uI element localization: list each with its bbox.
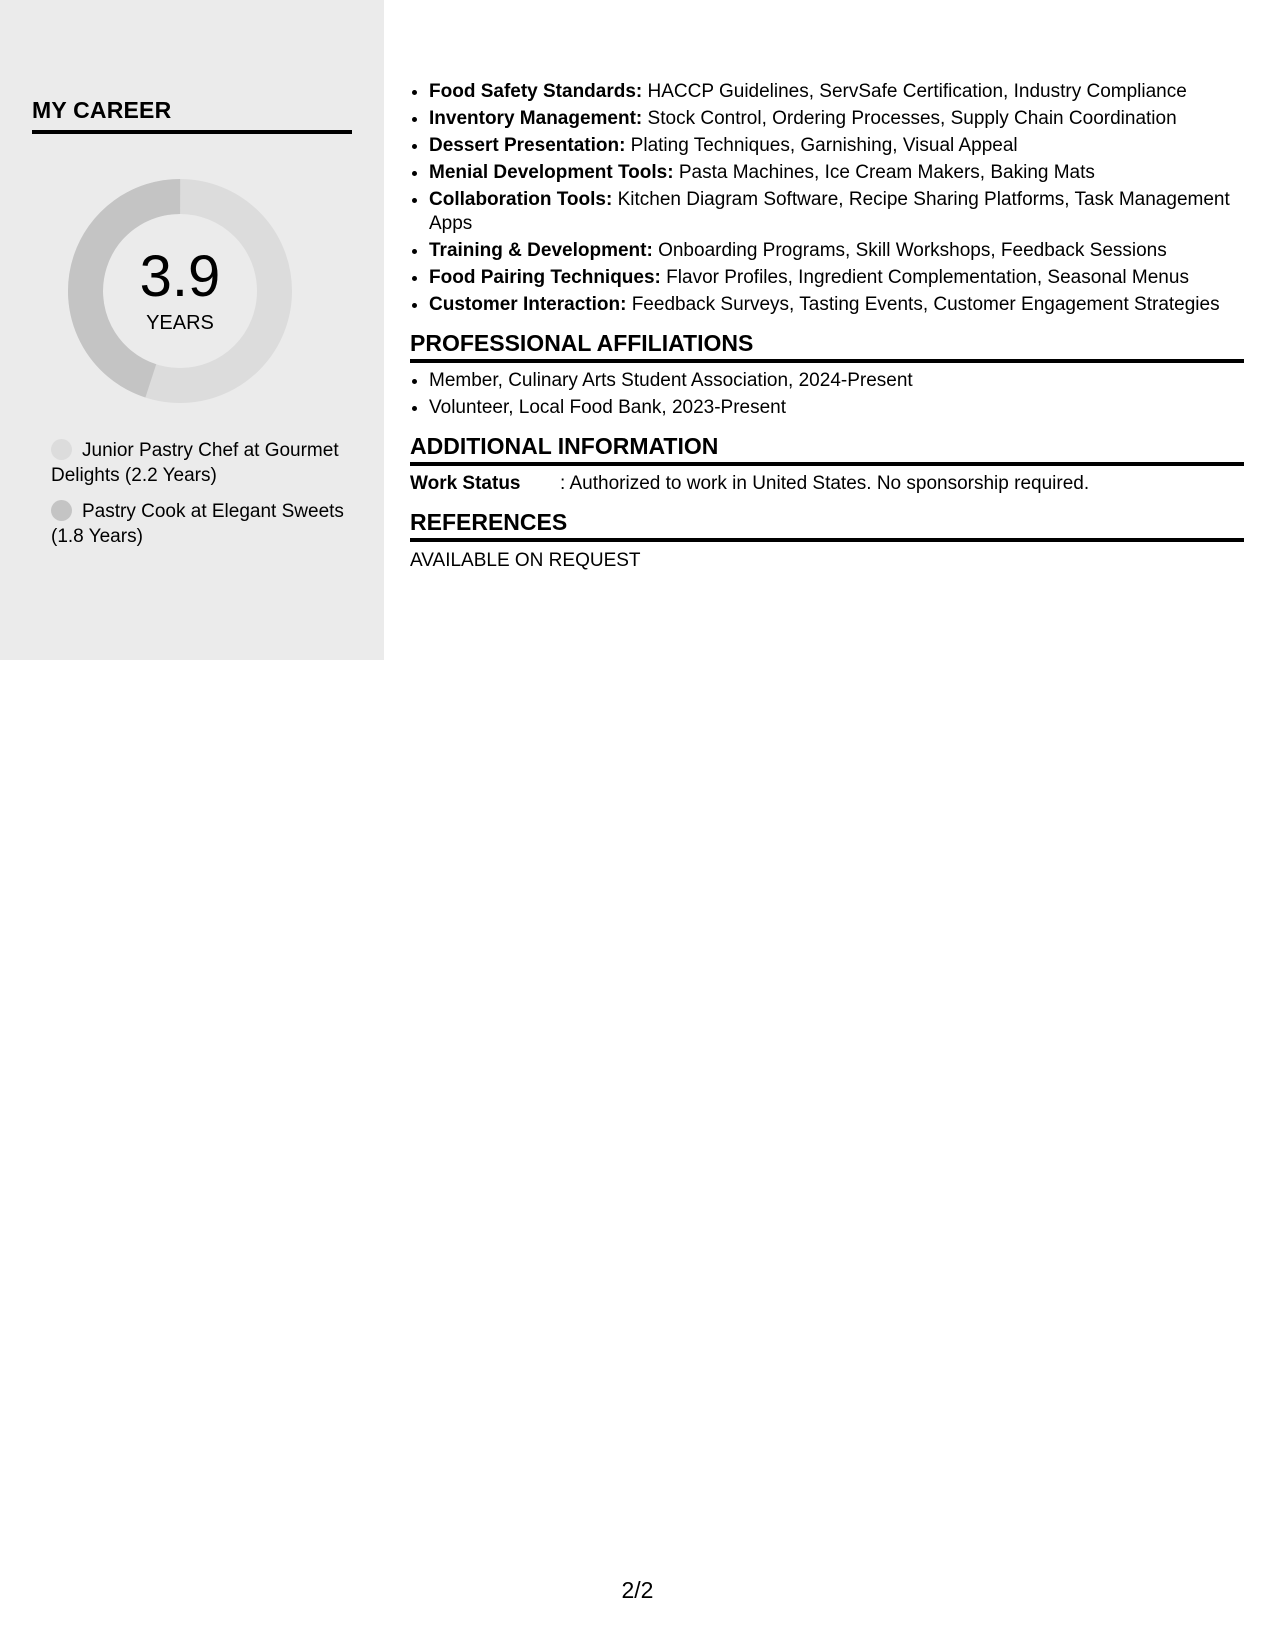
skill-item	[429, 107, 1244, 131]
career-title: MY CAREER	[32, 97, 352, 134]
skill-item	[429, 293, 1244, 317]
skill-text: Feedback Surveys, Tasting Events, Customer Engagement Strategies	[626, 294, 1220, 315]
skill-label: Collaboration Tools:	[429, 189, 613, 210]
sidebar	[0, 0, 384, 660]
skill-label: Dessert Presentation:	[429, 135, 626, 156]
skill-item	[429, 80, 1244, 104]
skill-label: Customer Interaction:	[429, 294, 627, 315]
work-status-row	[410, 472, 1244, 496]
skill-label: Food Pairing Techniques:	[429, 267, 661, 288]
skill-label: Food Safety Standards:	[429, 81, 643, 102]
affiliation-item: • Member, Culinary Arts Student Association, 2024-Present	[429, 369, 1244, 393]
legend-dot	[51, 439, 72, 460]
skill-item	[429, 161, 1244, 185]
skill-text: Plating Techniques, Garnishing, Visual Appeal	[625, 135, 1018, 156]
skill-text: Stock Control, Ordering Processes, Supply Chain Coordination	[642, 108, 1177, 129]
additional-info-heading: ADDITIONAL INFORMATION	[410, 433, 1244, 466]
affiliations-heading: PROFESSIONAL AFFILIATIONS	[410, 330, 1244, 363]
skill-label: Training & Development:	[429, 240, 653, 261]
skills-list	[410, 80, 1244, 317]
skill-text: Pasta Machines, Ice Cream Makers, Baking Mats	[673, 162, 1095, 183]
legend-dot	[51, 500, 72, 521]
skill-item	[429, 239, 1244, 263]
skill-label: Menial Development Tools:	[429, 162, 674, 183]
legend-item-junior-pastry-chef	[51, 438, 351, 488]
skill-item	[429, 134, 1244, 158]
skill-text: Onboarding Programs, Skill Workshops, Feedback Sessions	[652, 240, 1167, 261]
skill-label: Inventory Management:	[429, 108, 643, 129]
affiliation-item: • Volunteer, Local Food Bank, 2023-Present	[429, 396, 1244, 420]
total-years-unit: YEARS	[146, 312, 214, 334]
page-number: 2/2	[621, 1577, 654, 1603]
work-status-label: Work Status	[410, 473, 521, 494]
skill-text: Kitchen Diagram Software, Recipe Sharing Platforms, Task Management Apps	[429, 189, 1230, 234]
skill-item	[429, 266, 1244, 290]
affiliations-list	[410, 369, 1244, 420]
work-status-value: : Authorized to work in United States. No sponsorship required.	[560, 473, 1090, 494]
main-content	[410, 80, 1244, 572]
legend-label: Junior Pastry Chef at Gourmet Delights (2.2 Years)	[51, 440, 339, 486]
legend-label: Pastry Cook at Elegant Sweets (1.8 Years)	[51, 501, 344, 547]
career-legend	[51, 438, 351, 560]
references-text: AVAILABLE ON REQUEST	[410, 550, 641, 571]
skill-text: HACCP Guidelines, ServSafe Certification, Industry Compliance	[642, 81, 1187, 102]
legend-item-pastry-cook	[51, 499, 351, 549]
career-donut-chart	[67, 178, 293, 404]
references-heading: REFERENCES	[410, 509, 1244, 542]
skill-item	[429, 188, 1244, 236]
skill-text: Flavor Profiles, Ingredient Complementation, Seasonal Menus	[660, 267, 1189, 288]
total-years-value: 3.9	[139, 244, 221, 309]
